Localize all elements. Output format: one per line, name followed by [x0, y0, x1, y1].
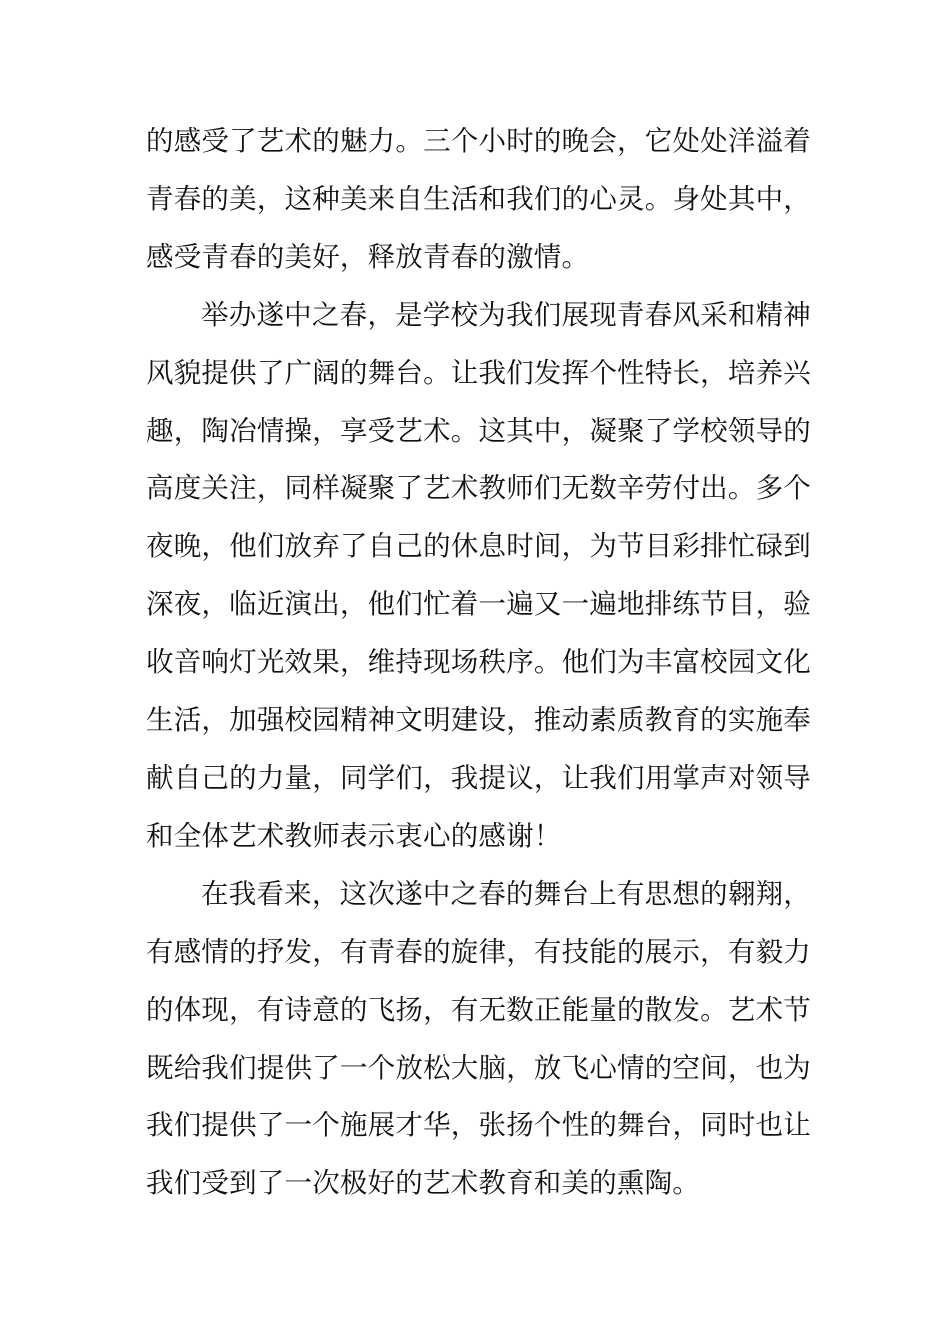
paragraph-3: 在我看来，这次遂中之春的舞台上有思想的翱翔，有感情的抒发，有青春的旋律，有技能的展示，有毅力的体现，有诗意的飞扬，有无数正能量的散发。艺术节既给我们提供了一个放松大脑，放飞心情的空间，也为我们提供了一个施展才华，张扬个性的舞台，同时也让我们受到了一次极好的艺术教育和美的熏陶。 [146, 877, 811, 1200]
body-text [146, 113, 811, 1213]
paragraph-2: 举办遂中之春，是学校为我们展现青春风采和精神风貌提供了广阔的舞台。让我们发挥个性特长，培养兴趣，陶冶情操，享受艺术。这其中，凝聚了学校领导的高度关注，同样凝聚了艺术教师们无数辛劳付出。多个夜晚，他们放弃了自己的休息时间，为节目彩排忙碌到深夜，临近演出，他们忙着一遍又一遍地排练节目，验收音响灯光效果，维持现场秩序。他们为丰富校园文化生活，加强校园精神文明建设，推动素质教育的实施奉献自己的力量，同学们，我提议，让我们用掌声对领导和全体艺术教师表示衷心的感谢！ [146, 298, 811, 852]
paragraph-1: 的感受了艺术的魅力。三个小时的晚会，它处处洋溢着青春的美，这种美来自生活和我们的心灵。身处其中，感受青春的美好，释放青春的激情。 [146, 125, 811, 273]
